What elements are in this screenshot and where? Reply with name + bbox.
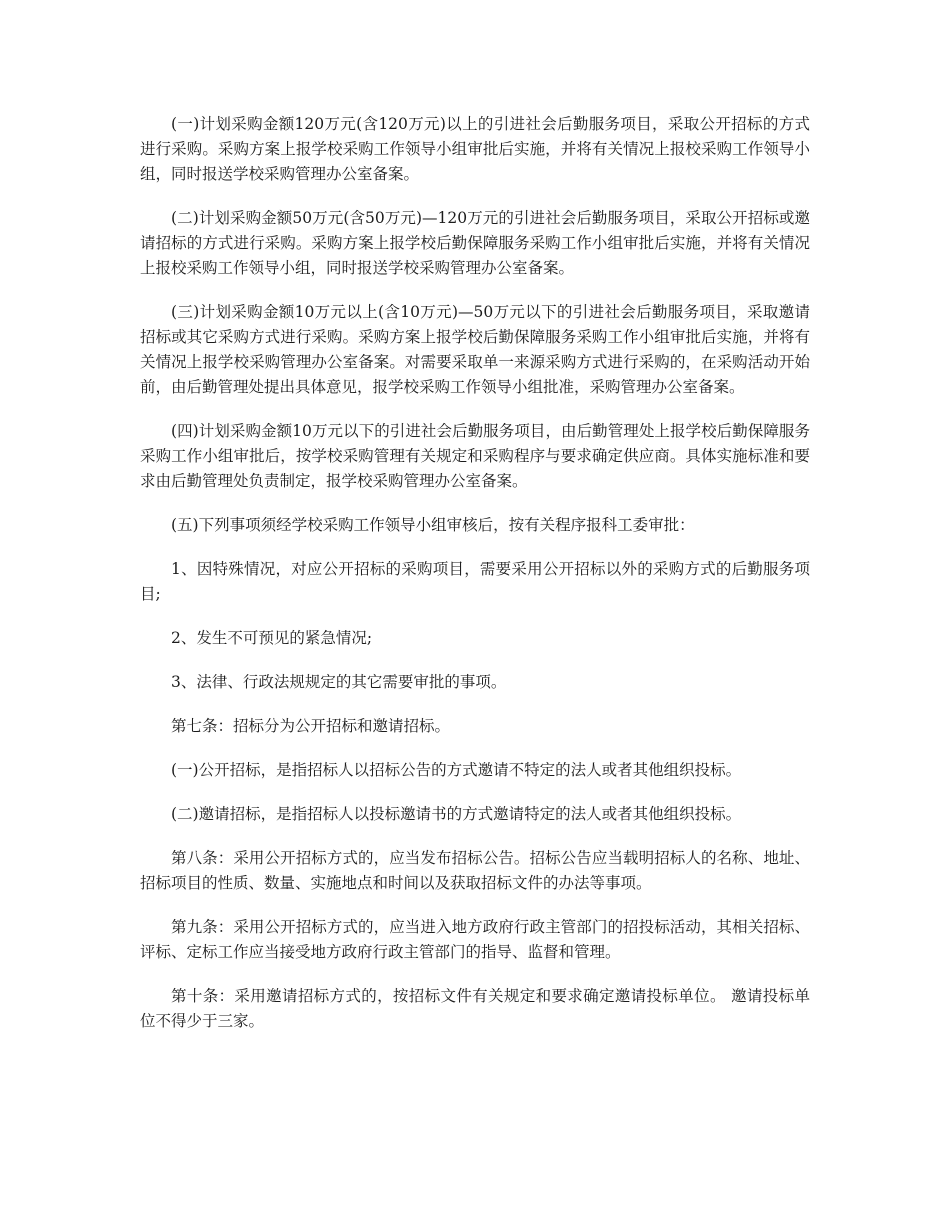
document-body	[140, 112, 810, 1034]
paragraph-item-1: (一)计划采购金额120万元(含120万元)以上的引进社会后勤服务项目，采取公开招标的方式进行采购。采购方案上报学校采购工作领导小组审批后实施，并将有关情况上报校采购工作领导小组，同时报送学校采购管理办公室备案。	[140, 115, 810, 183]
paragraph-item-7: 2、发生不可预见的紧急情况;	[171, 629, 373, 647]
paragraph-item-6: 1、因特殊情况，对应公开招标的采购项目，需要采用公开招标以外的采购方式的后勤服务项目;	[140, 560, 810, 603]
paragraph-item-5: (五)下列事项须经学校采购工作领导小组审核后，按有关程序报科工委审批：	[171, 516, 695, 534]
paragraph-item-10: (一)公开招标，是指招标人以招标公告的方式邀请不特定的法人或者其他组织投标。	[171, 761, 742, 779]
paragraph-item-8: 3、法律、行政法规规定的其它需要审批的事项。	[171, 673, 507, 691]
paragraph-item-4: (四)计划采购金额10万元以下的引进社会后勤服务项目，由后勤管理处上报学校后勤保障服务采购工作小组审批后，按学校采购管理有关规定和采购程序与要求确定供应商。具体实施标准和要求由后勤管理处负责制定，报学校采购管理办公室备案。	[140, 422, 810, 490]
article-9-paragraph: 第九条：采用公开招标方式的，应当进入地方政府行政主管部门的招投标活动，其相关招标、评标、定标工作应当接受地方政府行政主管部门的指导、监督和管理。	[140, 918, 810, 961]
article-7-heading: 第七条：招标分为公开招标和邀请招标。	[171, 717, 451, 735]
paragraph-item-3: (三)计划采购金额10万元以上(含10万元)—50万元以下的引进社会后勤服务项目，采取邀请招标或其它采购方式进行采购。采购方案上报学校后勤保障服务采购工作小组审批后实施，并将有关情况上报学校采购管理办公室备案。对需要采取单一来源采购方式进行采购的，在采购活动开始前，由后勤管理处提出具体意见，报学校采购工作领导小组批准，采购管理办公室备案。	[140, 303, 810, 396]
article-8-paragraph: 第八条：采用公开招标方式的，应当发布招标公告。招标公告应当载明招标人的名称、地址、招标项目的性质、数量、实施地点和时间以及获取招标文件的办法等事项。	[140, 849, 810, 892]
paragraph-item-2: (二)计划采购金额50万元(含50万元)—120万元的引进社会后勤服务项目，采取公开招标或邀请招标的方式进行采购。采购方案上报学校后勤保障服务采购工作小组审批后实施，并将有关情况上报校采购工作领导小组，同时报送学校采购管理办公室备案。	[140, 209, 810, 277]
article-10-paragraph: 第十条：采用邀请招标方式的，按招标文件有关规定和要求确定邀请投标单位。 邀请投标单位不得少于三家。	[140, 987, 810, 1030]
paragraph-item-11: (二)邀请招标，是指招标人以投标邀请书的方式邀请特定的法人或者其他组织投标。	[171, 805, 742, 823]
